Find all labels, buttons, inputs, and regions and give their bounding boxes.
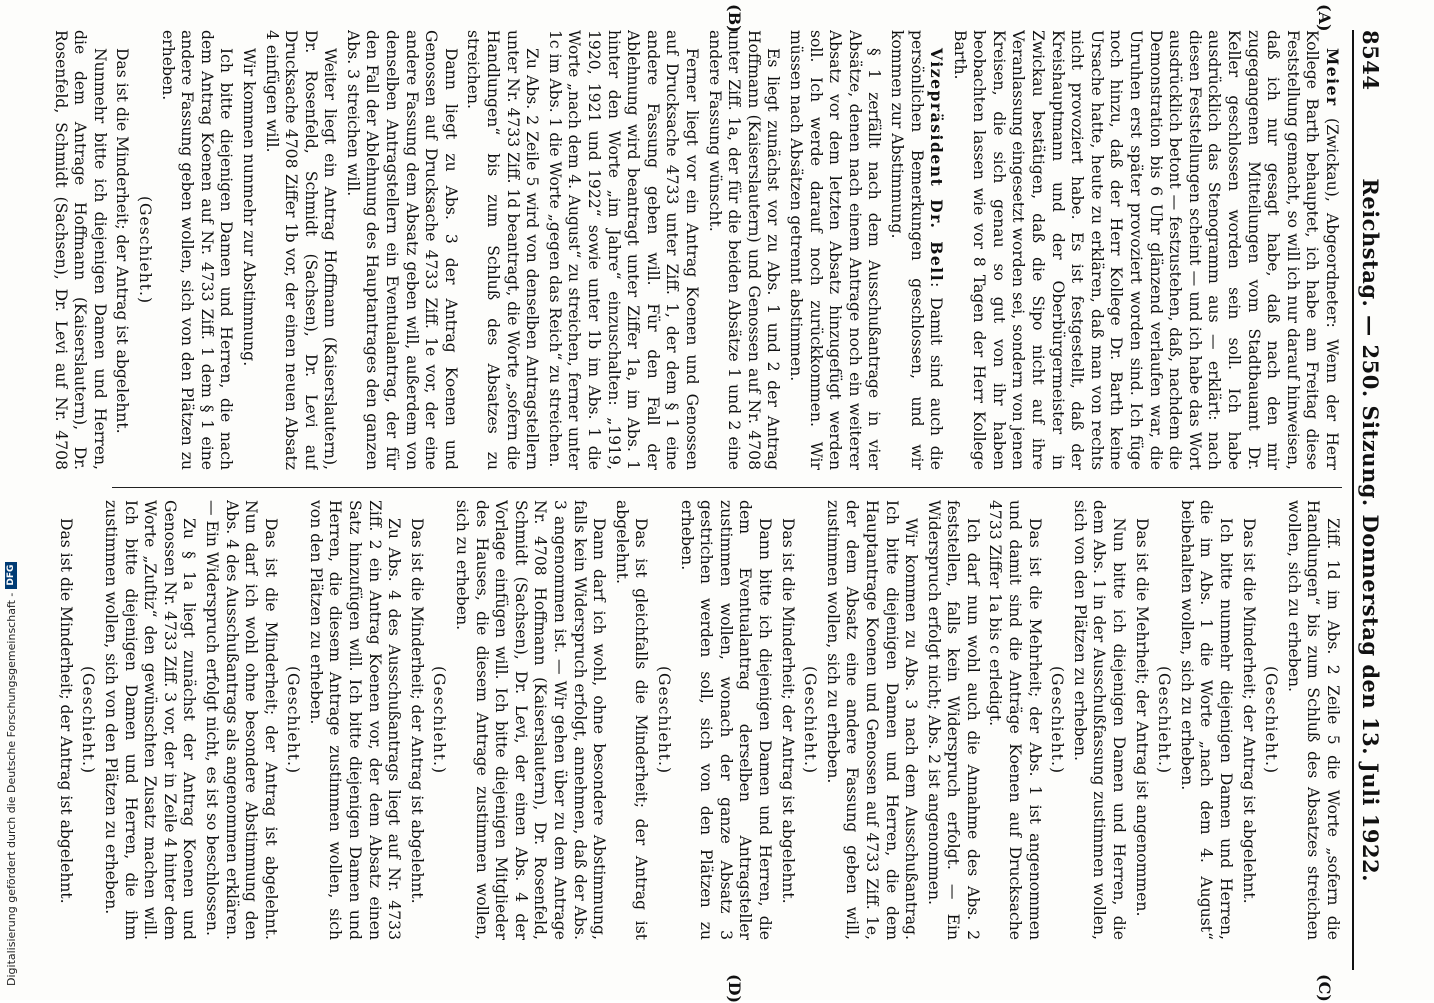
paragraph: § 1 zerfällt nach dem Ausschußantrage in vier Absätze, denen nach einem Antrage noch ein weiterer Absatz vor dem letzten Absatz hinzugefügt werden soll. Ich werde darauf noch zurückkommen. Wir müssen nach Absätzen getrennt abstimmen. [785, 30, 883, 470]
paragraph: Das ist gleichfalls die Minderheit; der Antrag ist abgelehnt. [611, 500, 650, 940]
running-title: Reichstag. — 250. Sitzung. Donnerstag den 13. Juli 1922. [1358, 90, 1383, 970]
paragraph: (Geschieht.) [800, 500, 820, 940]
paragraph: Meier (Zwickau), Abgeordneter: Wenn der Herr Kollege Barth behauptet, ich habe am Freitag diese Feststellung gemacht, so will ich nur darauf hinweisen, daß ich nur gesagt habe, daß nach den mir zugegangenen Mitteilungen vom Stadtbauamt Dr. Keller geschlossen worden sein soll. Ich habe ausdrücklich das Stenogramm aus — erklärt: nach diesen Feststellungen scheint — und ich habe das Wort ausdrücklich betont — festzustehen, daß, nachdem die Demonstration bis 6 Uhr glänzend verlaufen war, die Unruhen erst später provoziert worden sind. Ich füge noch hinzu, daß der Herr Kollege Dr. Barth keine Ursache hatte, heute zu erklären, daß man von rechts nicht provoziert habe. Es ist festgestellt, daß der Kreishauptmann und der Oberbürgermeister in Zwickau bestätigen, daß die Sipo nicht auf ihre Veranlassung eingesetzt worden sei, sondern von jenen Kreisen, die sich genau so gut von ihr haben beobachten lassen wie vor 8 Tagen der Herr Kollege Barth. [949, 30, 1342, 470]
paragraph: Dann liegt zu Abs. 3 der Antrag Koenen und Genossen auf Drucksache 4733 Ziff. 1e vor, der eine andere Fassung dem Absatz geben will, außerdem von denselben Antragstellern ein Eventualantrag, der für den Fall der Ablehnung des Hauptantrages den ganzen Abs. 3 streichen will. [342, 30, 460, 470]
paragraph: Es liegt zunächst vor zu Abs. 1 und 2 der Antrag Hoffmann (Kaiserslautern) und Genossen auf Nr. 4708 unter Ziff. 1a, der für die beiden Absätze 1 und 2 eine andere Fassung wünscht. [704, 30, 782, 470]
paragraph: (Geschieht.) [283, 500, 303, 940]
paragraph: Nunmehr bitte ich diejenigen Damen und Herren, die dem Antrage Hoffmann (Kaiserslautern), Dr. Rosenfeld, Schmidt (Sachsen), Dr. Levi auf Nr. 4708 [52, 30, 109, 470]
paragraph: Das ist die Minderheit; der Antrag ist abgelehnt. [406, 500, 426, 940]
paragraph: (Geschieht.) [1261, 500, 1281, 940]
paragraph: (Geschieht.) [1154, 500, 1174, 940]
paragraph: Nun bitte ich diejenigen Damen und Herren, die dem Abs. 1 in der Ausschußfassung zustimmen wollen, sich von den Plätzen zu erheben. [1069, 500, 1128, 940]
paragraph: Das ist die Mehrheit; der Abs. 1 ist angenommen und damit sind die Anträge Koenen auf Drucksache 4733 Ziffer 1a bis c erledigt. [985, 500, 1044, 940]
margin-marker-b: (B) [725, 4, 744, 33]
paragraph: Wir kommen zu Abs. 3 nach dem Ausschußantrag. Ich bitte diejenigen Damen und Herren, die dem Hauptantrage Koenen und Genossen auf 4733 Ziff. 1e, der dem Absatz eine andere Fassung geben will, zustimmen wollen, sich zu erheben. [822, 500, 920, 940]
margin-marker-d: (D) [725, 974, 744, 1003]
paragraph: Weiter liegt ein Antrag Hoffmann (Kaiserslautern), Dr. Rosenfeld, Schmidt (Sachsen), Dr. Levi auf Drucksache 4708 Ziffer 1b vor, der einen neuen Absatz 4 einfügen will. [261, 30, 339, 470]
paragraph: (Geschieht.) [134, 30, 154, 470]
paragraph: Dann bitte ich diejenigen Damen und Herren, die dem Eventualantrag derselben Antragsteller zustimmen wollen, wonach der ganze Absatz 3 gestrichen werden soll, sich von den Plätzen zu erheben. [676, 500, 774, 940]
paragraph: (Geschieht.) [78, 500, 98, 940]
dfg-logo: DFG [5, 562, 17, 589]
margin-marker-a: (A) [1315, 4, 1334, 32]
paragraph: Ich bitte diejenigen Damen und Herren, die nach dem Antrag Koenen auf Nr. 4733 Ziff. 1 dem § 1 eine andere Fassung geben wollen, sich von den Plätzen zu erheben. [157, 30, 235, 470]
paragraph: Ich darf nun wohl auch die Annahme des Abs. 2 feststellen, falls kein Widerspruch erfolgt. — Ein Widerspruch erfolgt nicht; Abs. 2 ist angenommen. [923, 500, 982, 940]
page-header [1352, 30, 1394, 970]
credit-text: Digitalisierung gefördert durch die Deutsche Forschungsgemeinschaft - [5, 593, 18, 986]
paragraph: Ziff. 1d im Abs. 2 Zeile 5 die Worte „sofern die Handlungen“ bis zum Schluß des Absatzes streichen wollen, sich zu erheben. [1283, 500, 1342, 940]
page-inner [94, 30, 1394, 970]
margin-marker-c: (C) [1315, 974, 1334, 1002]
paragraph: Ich bitte nunmehr diejenigen Damen und Herren, die im Abs. 1 die Worte „nach dem 4. August“ beibehalten wollen, sich zu erheben. [1176, 500, 1235, 940]
page-number: 8544 [1358, 30, 1383, 90]
paragraph: Das ist die Minderheit; der Antrag ist abgelehnt. [55, 500, 75, 940]
paragraph: Das ist die Minderheit; der Antrag ist abgelehnt. Nun darf ich wohl ohne besondere Abstimmung den Abs. 4 des Ausschußantrags als angenommen erklären. — Ein Widerspruch erfolgt nicht, es ist so beschlossen. [201, 500, 279, 940]
speaker-name: Vizepräsident Dr. Bell [927, 48, 946, 282]
paragraph: Das ist die Minderheit; der Antrag ist abgelehnt. [112, 30, 132, 470]
digitization-credit [0, 0, 22, 1000]
paragraph: Das ist die Minderheit; der Antrag ist abgelehnt. [777, 500, 797, 940]
paragraph: Wir kommen nunmehr zur Abstimmung. [238, 30, 258, 470]
paragraph: Ferner liegt vor ein Antrag Koenen und Genossen auf Drucksache 4733 unter Ziff. 1, der dem § 1 eine andere Fassung geben will. Für den Fall der Ablehnung wird beantragt unter Ziffer 1a, im Abs. 1 hinter den Worte „im Jahre“ einzuschalten: „1919, 1920, 1921 und 1922“ sowie unter 1b im Abs. 1 die Worte „nach dem 4. August“ zu streichen, ferner unter 1c im Abs. 1 die Worte „gegen das Reich“ zu streichen. [544, 30, 701, 470]
paragraph: Das ist die Minderheit; der Antrag ist abgelehnt. [1238, 500, 1258, 940]
paragraph: Dann darf ich wohl, ohne besondere Abstimmung, falls kein Widerspruch erfolgt, annehmen, daß der Abs. 3 angenommen ist. — Wir gehen über zu dem Antrage Nr. 4708 Hoffmann (Kaiserslautern), Dr. Rosenfeld, Schmidt (Sachsen), Dr. Levi, der einen Abs. 4 der Vorlage einfügen will. Ich bitte diejenigen Mitglieder des Hauses, die diesem Antrage zustimmen wollen, sich zu erheben. [451, 500, 608, 940]
paragraph: Das ist die Mehrheit; der Antrag ist angenommen. [1131, 500, 1151, 940]
paragraph: (Geschieht.) [653, 500, 673, 940]
left-column [52, 30, 1342, 470]
column-divider [112, 487, 1342, 488]
paragraph: Zu § 1a liegt zunächst der Antrag Koenen und Genossen Nr. 4733 Ziff. 3 vor, der in Zeile 4 hinter dem Worte „Zuſtiz“ den gewünschten Zusatz machen will. Ich bitte diejenigen Damen und Herren, die ihm zustimmen wollen, sich von den Plätzen zu erheben. [100, 500, 198, 940]
paragraph: (Geschieht.) [429, 500, 449, 940]
paragraph: Zu Abs. 4 des Ausschußantrags liegt auf Nr. 4733 Ziff. 2 ein Antrag Koenen vor, der dem Absatz einen Satz hinzufügen will. Ich bitte diejenigen Damen und Herren, die diesem Antrage zustimmen wollen, sich von den Plätzen zu erheben. [305, 500, 403, 940]
right-column [52, 500, 1342, 940]
paragraph: (Geschieht.) [1047, 500, 1067, 940]
paragraph: Zu Abs. 2 Zeile 5 wird von denselben Antragstellern unter Nr. 4733 Ziff. 1d beantragt, die Worte „sofern die Handlungen“ bis zum Schluß des Absatzes zu streichen. [463, 30, 541, 470]
paragraph: Vizepräsident Dr. Bell: Damit sind auch die persönlichen Bemerkungen geschlossen, und wir kommen zur Abstimmung. [886, 30, 946, 470]
speaker-name: Meier [1323, 48, 1342, 107]
